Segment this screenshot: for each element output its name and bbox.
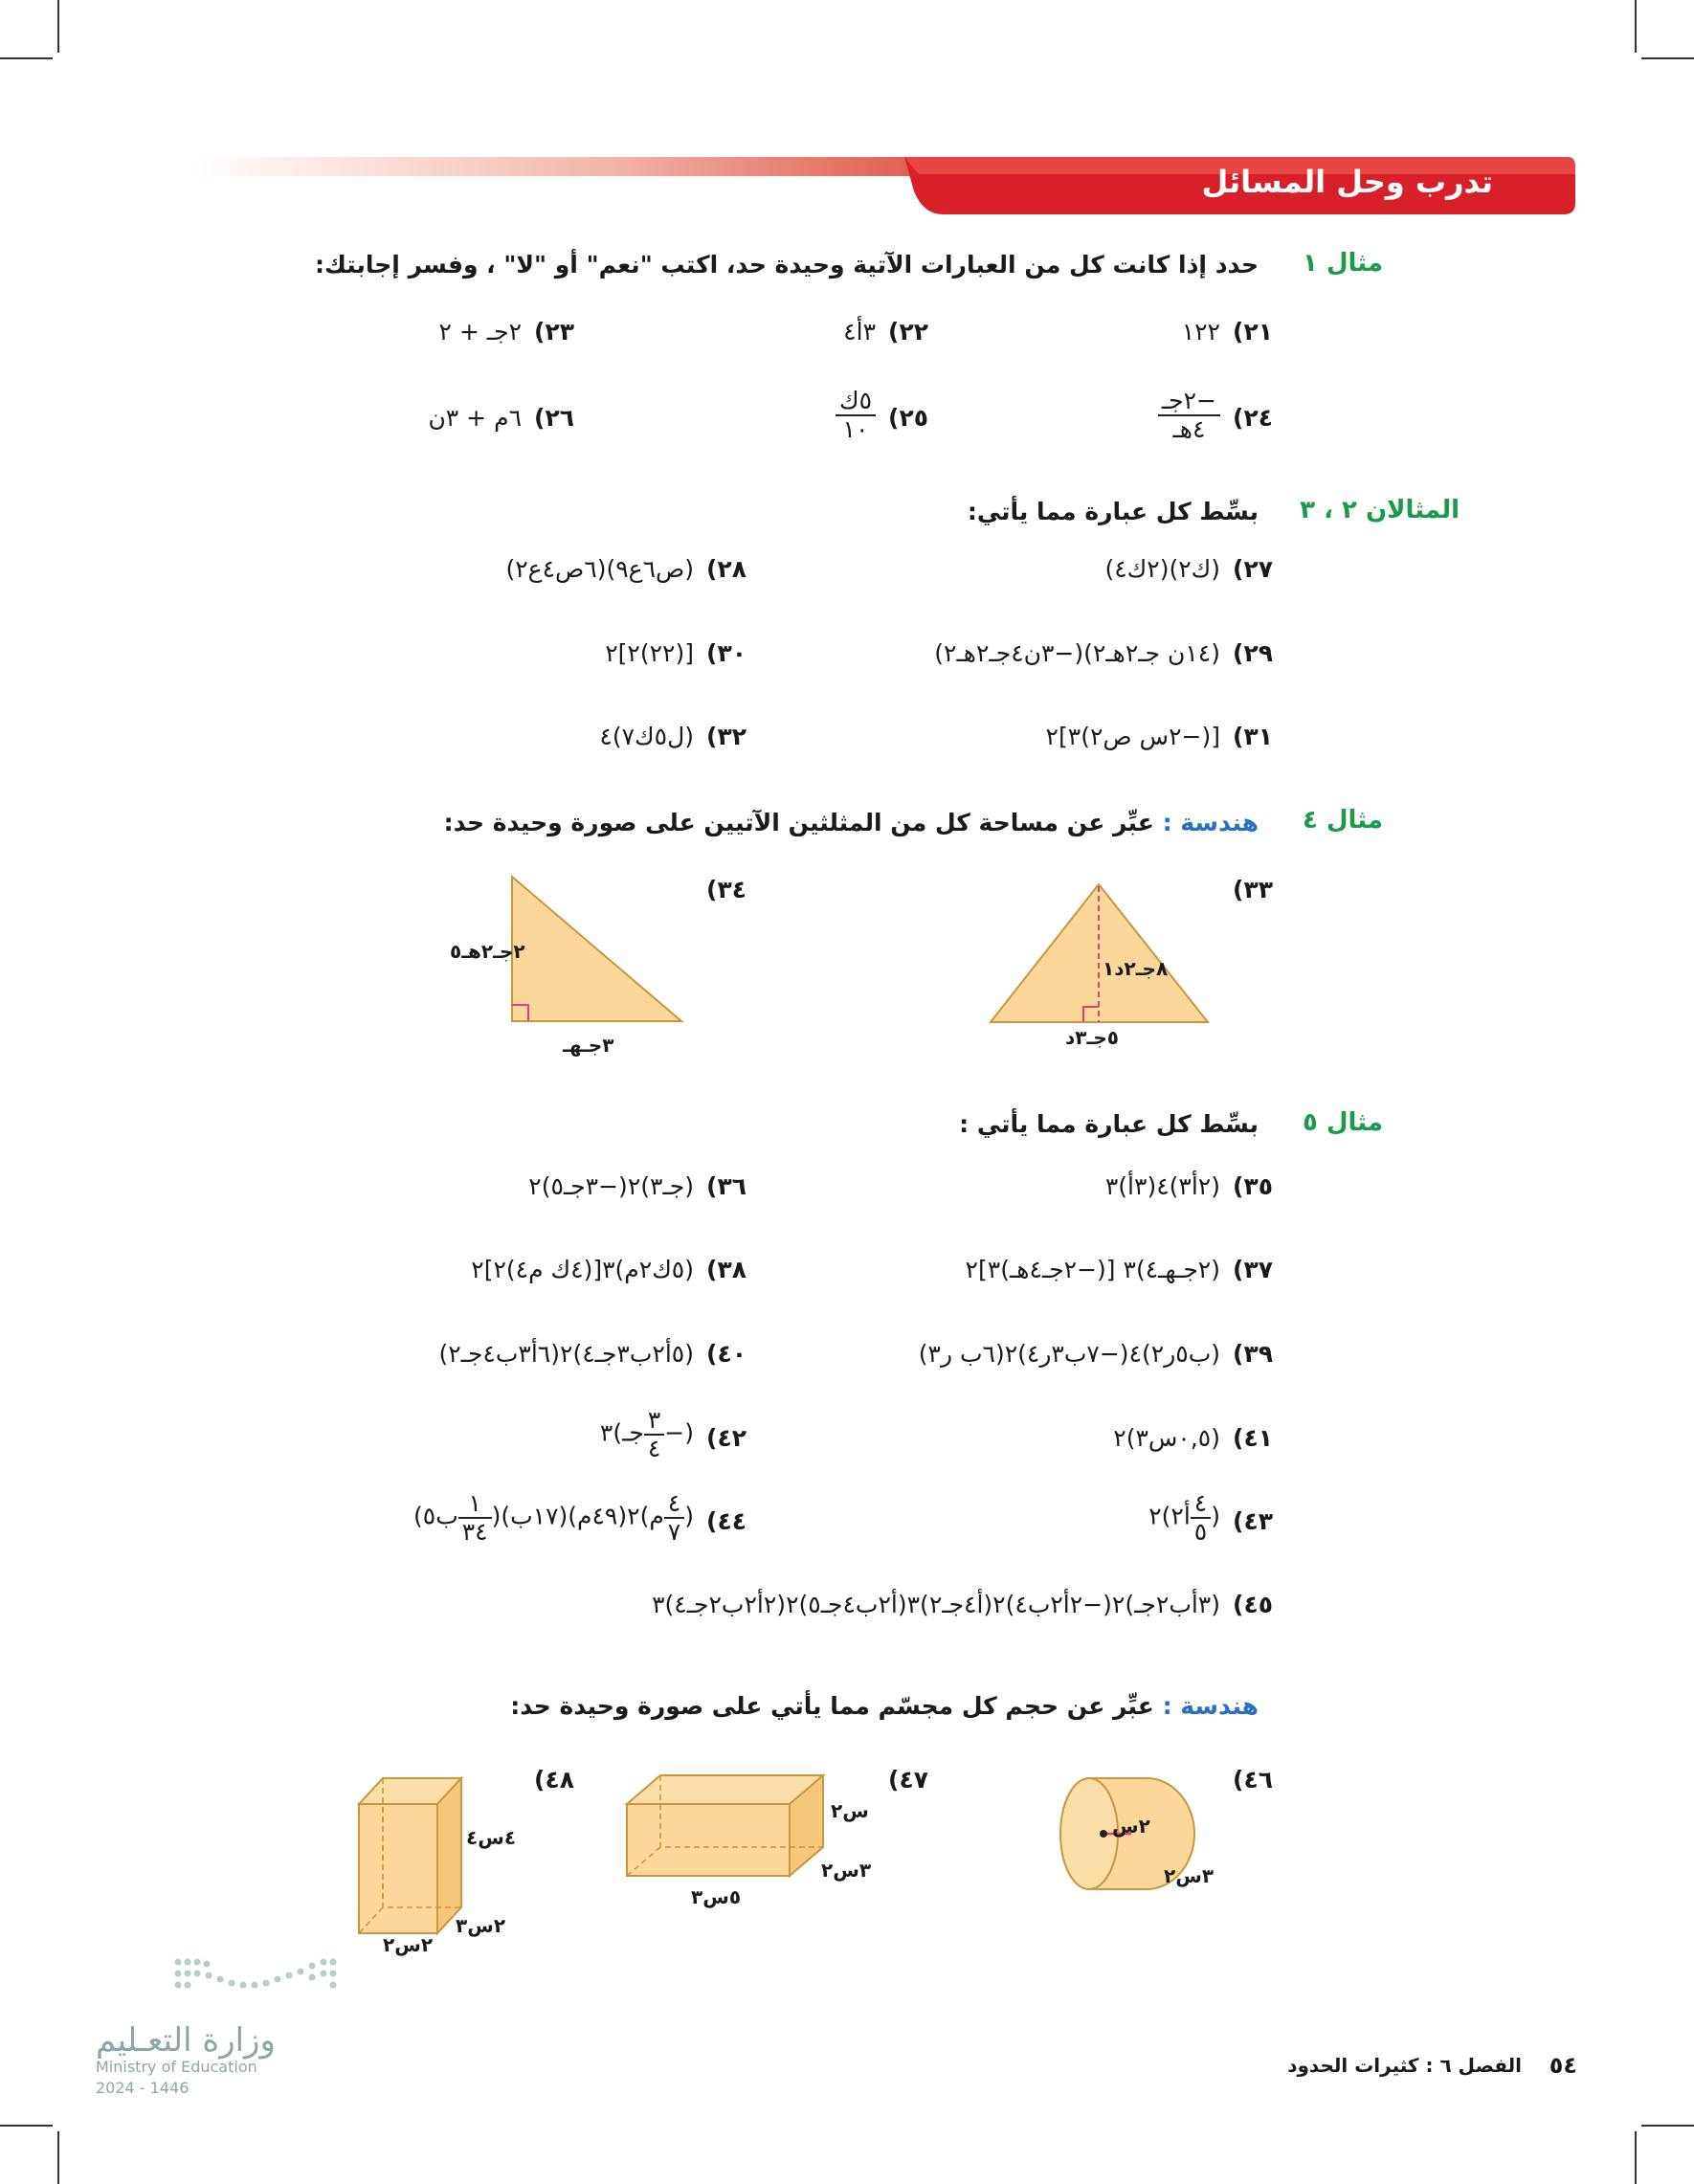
page-number: ٥٤: [1549, 2052, 1577, 2079]
ministry-logo-icon: [170, 1954, 343, 1997]
length-label: ٥س٣: [691, 1885, 742, 1908]
problem-number: ٢٣): [534, 318, 574, 345]
problem-number: ٣٤): [706, 876, 747, 903]
problem-expression: (٢أ٣)٤(٣أ)٣: [1104, 1172, 1220, 1200]
box-47: [622, 1771, 842, 1885]
problem-number: ٢٦): [534, 404, 574, 432]
problem-expression: ٣أ٤: [843, 318, 876, 345]
problem-number: ٢٥): [888, 404, 928, 432]
problem-number: ٤٨): [534, 1766, 574, 1794]
triangle-34: [507, 873, 689, 1026]
problem-number: ٣٣): [1233, 876, 1273, 903]
crop-mark: [1635, 0, 1637, 53]
problem-number: ٢١): [1233, 318, 1273, 345]
problem-number: ٤٧): [888, 1766, 928, 1794]
problem-number: ٢٢): [888, 318, 928, 345]
geometry-label: هندسة :: [1162, 809, 1259, 836]
triangle-height-label: ٨جـ٢د١: [1103, 957, 1169, 980]
problem-number: ٢٧): [1233, 555, 1273, 583]
crop-mark: [57, 0, 59, 53]
problem-expression: [(−٢س ص٢)٣]٢: [1045, 723, 1220, 750]
problem-number: ٣٧): [1233, 1256, 1273, 1283]
instruction: [444, 809, 1259, 836]
problem-expression: (ب٥ر٢)٤(−٧ب٣ر٤)٢(٦ب ر٣): [918, 1340, 1220, 1368]
problem-expression: ٢جـ + ٢: [438, 318, 522, 345]
problem-expression: ( $\frac{٤}{٧}$ م)٢(٤٩م)(١٧ب)( $\frac{١}{٣٤}$ ب٥): [412, 1489, 694, 1546]
example-label: مثال ٤: [1303, 806, 1383, 835]
problem-expression: (١٤ن جـ٢هـ٢)(−٣ن٤جـ٢هـ٢): [934, 639, 1220, 667]
depth-label: ٣س٢: [821, 1859, 872, 1882]
problem-number: ٣٠): [706, 639, 747, 667]
triangle-height-label: ٢جـ٢هـ٥: [450, 940, 525, 963]
problem-number: ٣٢): [706, 723, 747, 750]
example-label: المثالان ٢ ، ٣: [1300, 496, 1460, 524]
problem-expression: (٣أب٢جـ)٢(−٢أ٢ب٤)٢(أ٤جـ٢)٣(أ٢ب٤جـ٥)٢(٢أ٢ب٢جـ٤)٣: [652, 1591, 1220, 1618]
problem-number: ٤١): [1233, 1424, 1273, 1452]
problem-expression: (٥ك٢م)٣[(٤ك م٤)٢]٢: [471, 1256, 694, 1283]
instruction: بسِّط كل عبارة مما يأتي:: [967, 498, 1259, 525]
height-label: س٢: [831, 1799, 869, 1822]
crop-mark: [0, 2125, 53, 2127]
crop-mark: [1641, 57, 1694, 59]
height-label: ٤س٤: [466, 1826, 517, 1849]
instruction: حدد إذا كانت كل من العبارات الآتية وحيدة حد، اكتب "نعم" أو "لا" ، وفسر إجابتك:: [315, 251, 1259, 279]
instruction-text: عبِّر عن مساحة كل من المثلثين الآتيين على صورة وحيدة حد:: [443, 809, 1154, 836]
crop-mark: [0, 57, 53, 59]
triangle-33: [986, 880, 1215, 1034]
problem-expression: (− $\frac{٣}{٤}$ جـ)٣: [599, 1406, 694, 1462]
chapter-title: الفصل ٦ : كثيرات الحدود: [1287, 2054, 1522, 2077]
problem-expression: [1158, 388, 1220, 442]
fraction: $\frac{٤}{٥}$: [1191, 1490, 1211, 1545]
geometry-label: هندسة :: [1162, 1692, 1259, 1720]
problem-expression: (ص٦ع٩)(٦ص٤ع٢): [505, 555, 694, 583]
problem-number: ٣٦): [706, 1172, 747, 1200]
example-label: مثال ١: [1303, 249, 1383, 278]
problem-expression: (ك٢)(٢ك٤): [1104, 555, 1220, 583]
fraction: $\frac{١}{٣٤}$: [458, 1490, 492, 1545]
problem-number: ٤٤): [706, 1507, 747, 1535]
problem-number: ٤٠): [706, 1340, 747, 1368]
radius-label: ٢س: [1112, 1815, 1150, 1838]
problem-expression: ( $\frac{٤}{٥}$ أ٢)٢: [1148, 1489, 1220, 1546]
problem-number: ٤٢): [706, 1424, 747, 1452]
fraction: $\frac{\text{٥ك}}{١٠}$: [836, 388, 876, 442]
problem-expression: [836, 388, 876, 442]
problem-number: ٣٨): [706, 1256, 747, 1283]
problem-number: ٣١): [1233, 723, 1273, 750]
problem-expression: (٥أ٢ب٣جـ٤)٢(٦أ٣ب٤جـ٢): [438, 1340, 694, 1368]
problem-number: ٣٩): [1233, 1340, 1273, 1368]
problem-number: ٢٩): [1233, 639, 1273, 667]
crop-mark: [1635, 2131, 1637, 2184]
problem-expression: [(٢٢)٢]٢: [605, 639, 694, 667]
fraction: $\frac{٣}{٤}$: [644, 1407, 664, 1461]
fraction: $\frac{٤}{٧}$: [664, 1490, 684, 1545]
depth-label: ٢س٣: [456, 1914, 506, 1937]
problem-expression: (جـ٣)٢(−٣جـ٥)٢: [528, 1172, 694, 1200]
triangle-base-label: ٣جـهـ: [563, 1034, 614, 1057]
section-title: تدرب وحل المسائل: [1201, 164, 1493, 200]
ministry-year: 2024 - 1446: [96, 2079, 189, 2097]
width-label: ٢س٢: [383, 1933, 434, 1956]
problem-expression: ١٢٢: [1181, 318, 1220, 345]
ministry-name-english: Ministry of Education: [96, 2058, 257, 2076]
box-48: [356, 1775, 466, 1938]
triangle-base-label: ٥جـ٣د: [1065, 1026, 1119, 1049]
length-label: ٣س٢: [1164, 1864, 1215, 1887]
problem-number: ٤٥): [1233, 1591, 1273, 1618]
crop-mark: [57, 2131, 59, 2184]
ministry-name-arabic: وزارة التعـليم: [96, 2021, 276, 2060]
instruction: [510, 1692, 1259, 1720]
crop-mark: [1641, 2125, 1694, 2127]
problem-expression: (ل٥ك٧)٤: [599, 723, 694, 750]
problem-number: ٤٣): [1233, 1507, 1273, 1535]
example-label: مثال ٥: [1303, 1108, 1383, 1137]
problem-number: ٤٦): [1233, 1766, 1273, 1794]
problem-number: ٣٥): [1233, 1172, 1273, 1200]
problem-number: ٢٨): [706, 555, 747, 583]
instruction-text: عبِّر عن حجم كل مجسّم مما يأتي على صورة وحيدة حد:: [510, 1692, 1154, 1720]
fraction: $\frac{\text{−٢جـ}}{\text{٤هـ}}$: [1158, 388, 1220, 442]
instruction: بسِّط كل عبارة مما يأتي :: [959, 1110, 1259, 1138]
problem-expression: (٠,٥س٣)٢: [1113, 1424, 1220, 1452]
problem-number: ٢٤): [1233, 404, 1273, 432]
problem-expression: (٢جـهـ٤)٣ [(−٢جـ٤هـ)٣]٢: [965, 1256, 1220, 1283]
problem-expression: ٦م + ٣ن: [428, 404, 522, 432]
